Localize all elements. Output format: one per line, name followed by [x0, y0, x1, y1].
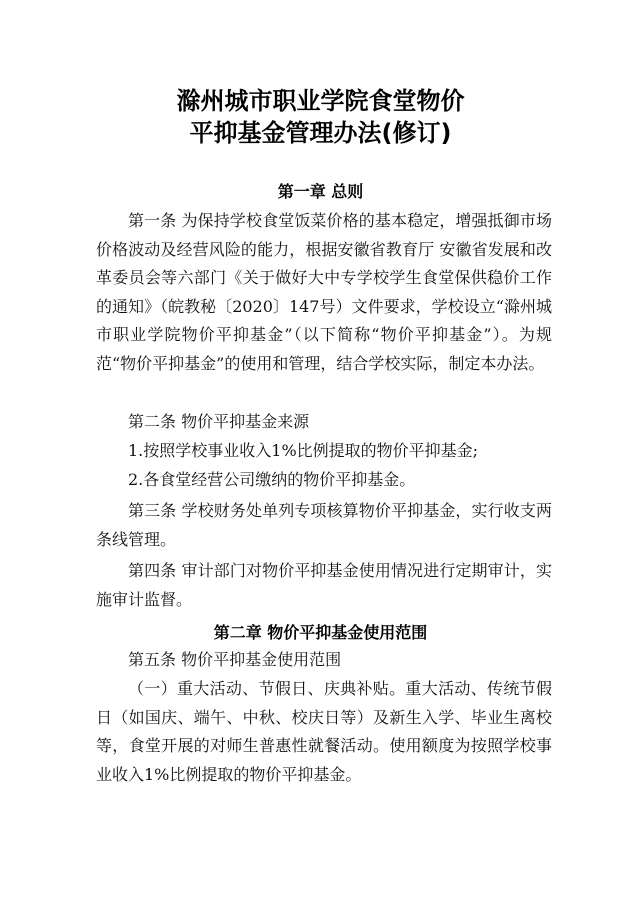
article-2-item-1: 1.按照学校事业收入1%比例提取的物价平抑基金; [128, 441, 479, 460]
document-title-line-2: 平抑基金管理办法(修订) [189, 119, 452, 147]
chapter-2-heading: 第二章 物价平抑基金使用范围 [213, 623, 428, 642]
article-5-heading: 第五条 物价平抑基金使用范围 [128, 650, 342, 669]
article-1-paragraph: 第一条 为保持学校食堂饭菜价格的基本稳定，增强抵御市场价格波动及经营风险的能力，根据安徽省教育厅 安徽省发展和改革委员会等六部门《关于做好大中专学校学生食堂保供稳价工作的通知》（皖教秘〔2020〕147号）文件要求，学校设立“滁州城市职业学院物价平抑基金”（以下简称“物价平抑基金”）。为规范“物价平抑基金”的使用和管理，结合学校实际，制定本办法。 [96, 211, 552, 373]
chapter-1-heading: 第一章 总则 [277, 182, 364, 201]
article-3-paragraph: 第三条 学校财务处单列专项核算物价平抑基金，实行收支两条线管理。 [96, 501, 552, 549]
document-title-line-1: 滁州城市职业学院食堂物价 [176, 87, 465, 115]
article-2-item-2: 2.各食堂经营公司缴纳的物价平抑基金。 [128, 470, 416, 489]
article-4-paragraph: 第四条 审计部门对物价平抑基金使用情况进行定期审计，实施审计监督。 [96, 561, 552, 609]
article-5-item-1: （一）重大活动、节假日、庆典补贴。重大活动、传统节假日（如国庆、端午、中秋、校庆日等）及新生入学、毕业生离校等，食堂开展的对师生普惠性就餐活动。使用额度为按照学校事业收入1%比例提取的物价平抑基金。 [96, 679, 552, 784]
article-2-heading: 第二条 物价平抑基金来源 [128, 412, 310, 431]
